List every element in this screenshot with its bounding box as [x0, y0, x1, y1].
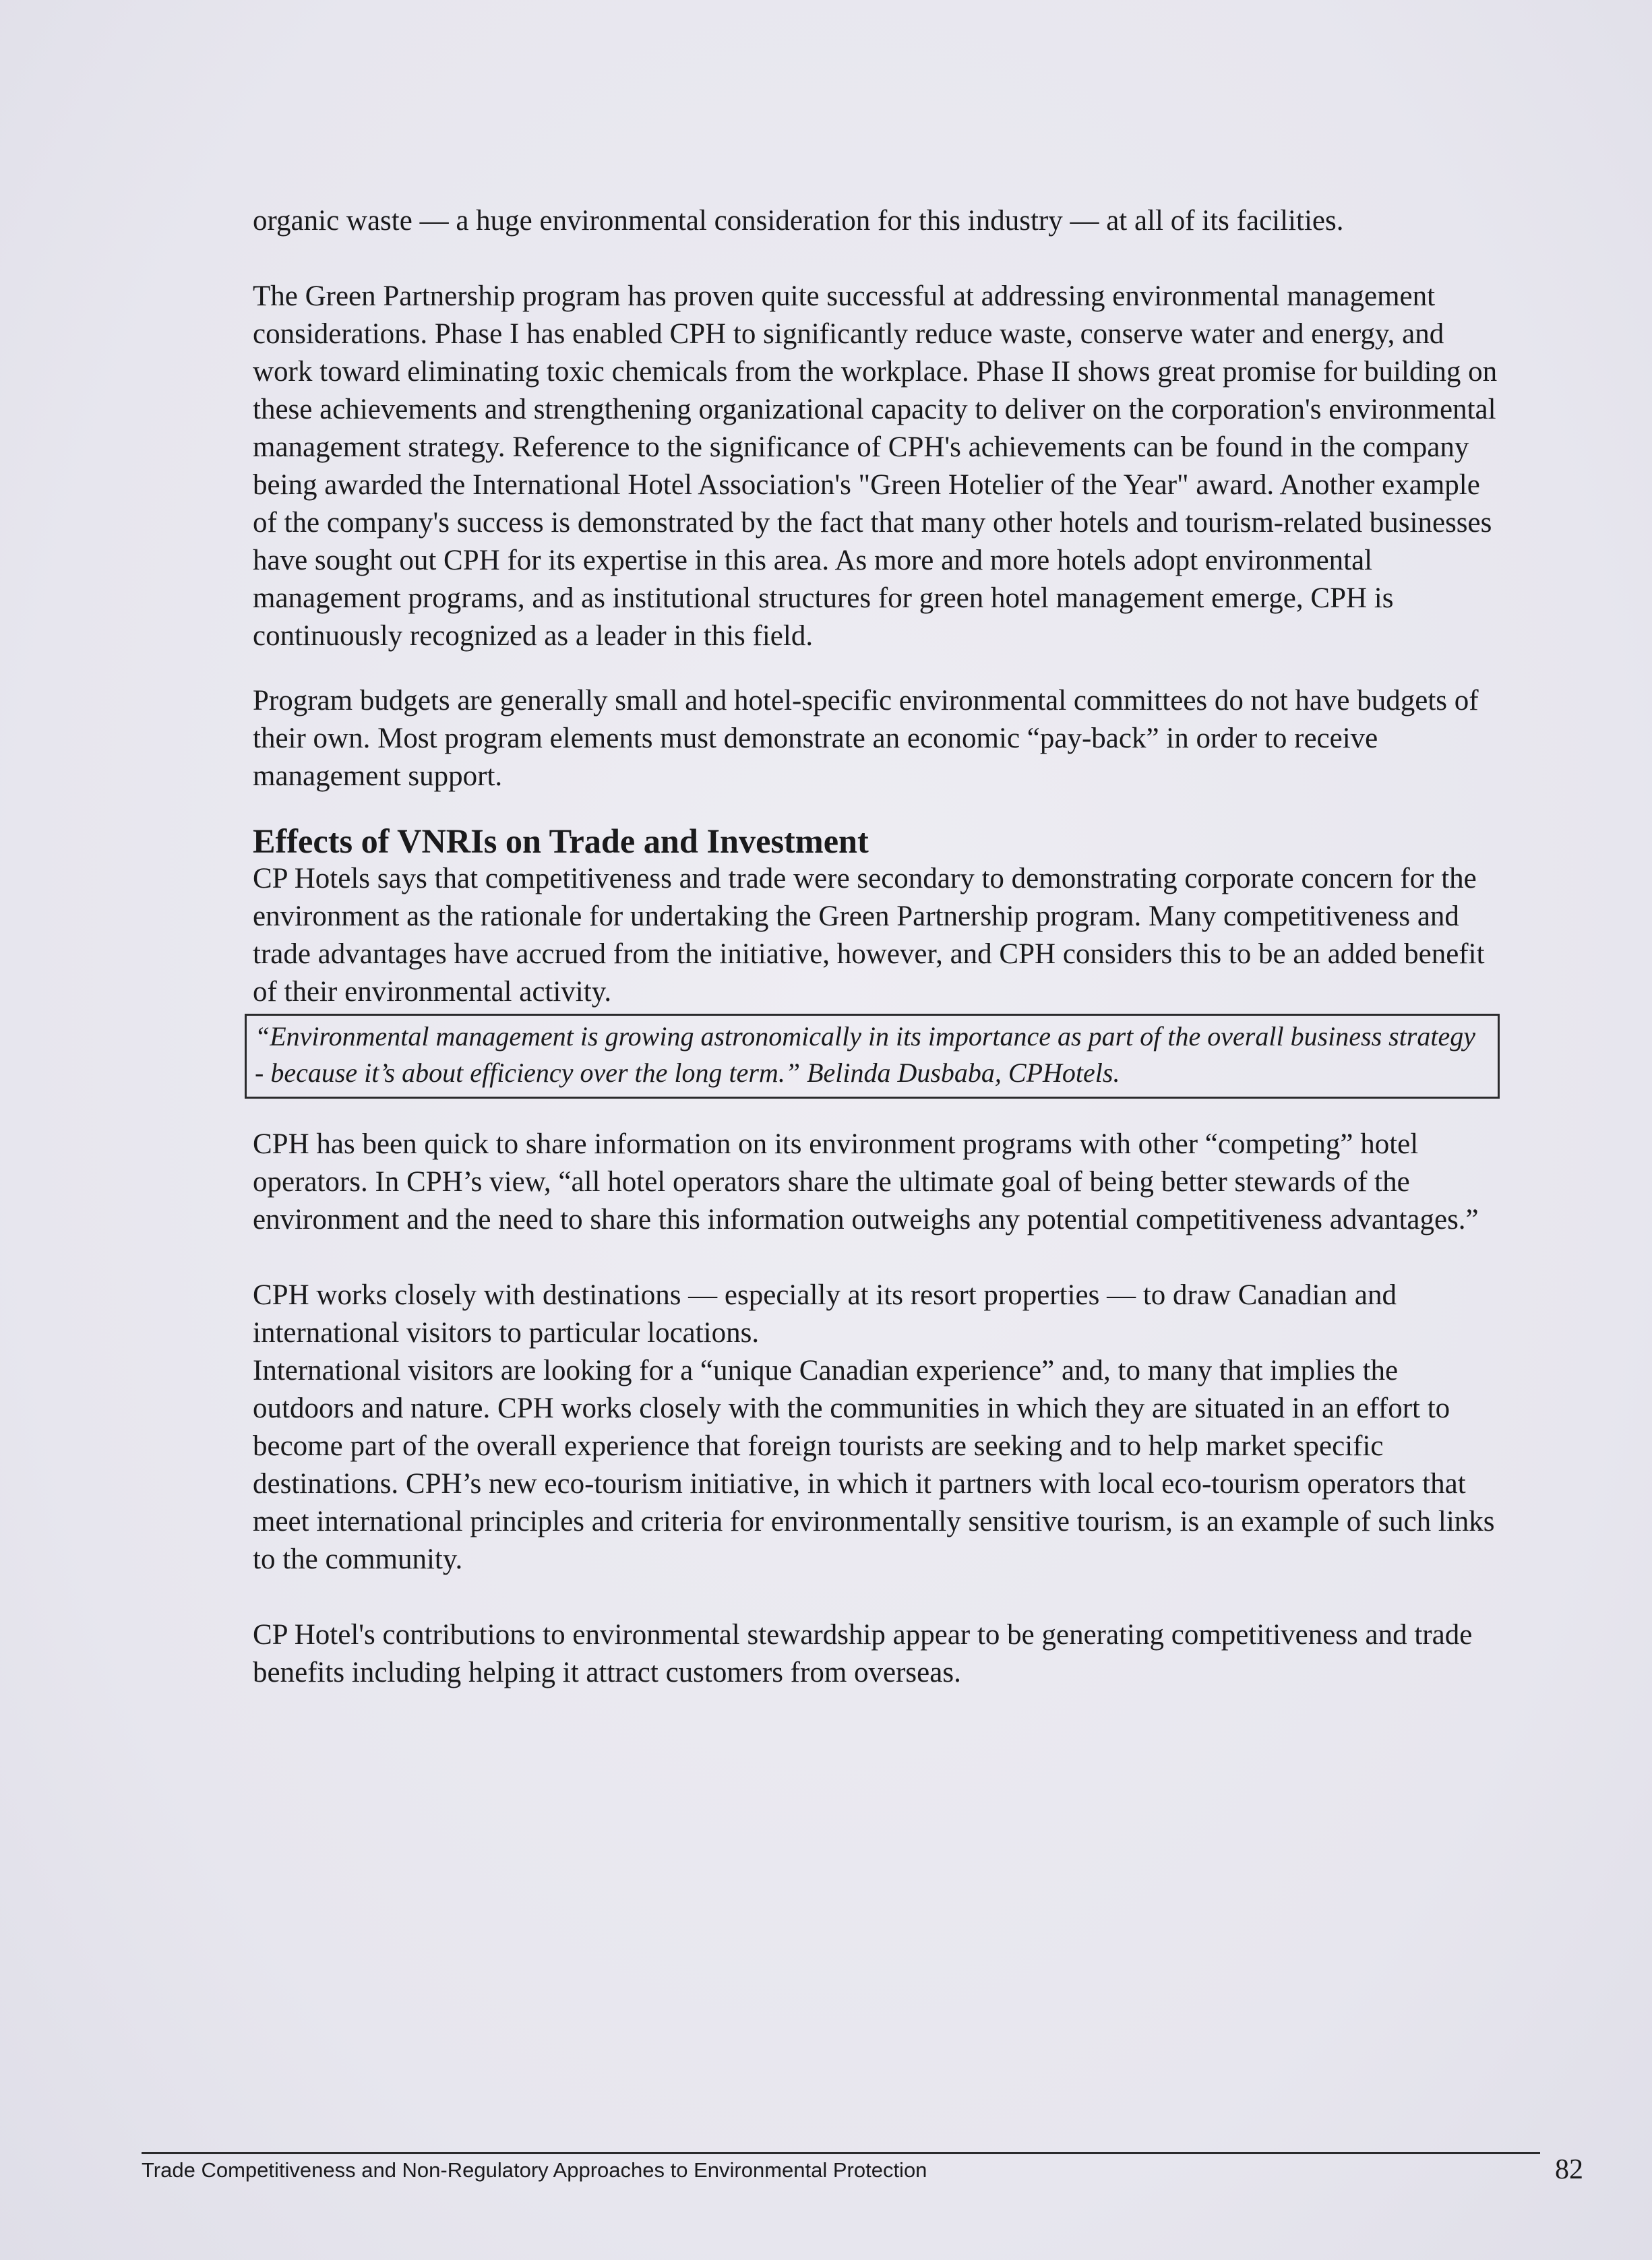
paragraph-conclusion: CP Hotel's contributions to environmental stewardship appear to be generating competitiveness and trade benefits including helping it attract customers from overseas. — [253, 1619, 1473, 1688]
paragraph-share: CPH has been quick to share information on its environment programs with other “competing” hotel operators. In CPH’s view, “all hotel operators share the ultimate goal of being better stewards of the environment and the need to share this information outweighs any potential competitiveness advantages.” — [253, 1128, 1479, 1235]
footer-rule — [142, 2152, 1540, 2154]
paragraph-international: International visitors are looking for a “unique Canadian experience” and, to many that implies the outdoors and nature. CPH works closely with the communities in which they are situated in an effort to become part of the overall experience that foreign tourists are seeking and to help market specific destinations. CPH’s new eco-tourism initiative, in which it partners with local eco-tourism operators that meet international principles and criteria for environmentally sensitive tourism, is an example of such links to the community. — [253, 1355, 1495, 1575]
footer-title: Trade Competitiveness and Non-Regulatory Approaches to Environmental Protection — [142, 2158, 927, 2182]
paragraph-green-partnership: The Green Partnership program has proven quite successful at addressing environmental management considerations. Phase I has enabled CPH to significantly reduce waste, conserve water and energy, and work toward eliminating toxic chemicals from the workplace. Phase II shows great promise for building on these achievements and strengthening organizational capacity to deliver on the corporation's environmental management strategy. Reference to the significance of CPH's achievements can be found in the company being awarded the International Hotel Association's "Green Hotelier of the Year" award. Another example of the company's success is demonstrated by the fact that many other hotels and tourism-related businesses have sought out CPH for its expertise in this area. As more and more hotels adopt environmental management programs, and as institutional structures for green hotel management emerge, CPH is continuously recognized as a leader in this field. — [253, 280, 1498, 652]
paragraph-effects: CP Hotels says that competitiveness and trade were secondary to demonstrating corporate concern for the environment as the rationale for undertaking the Green Partnership program. Many competitiveness and trade advantages have accrued from the initiative, however, and CPH considers this to be an added benefit of their environmental activity. — [253, 863, 1485, 1008]
quote-box — [245, 1014, 1500, 1099]
page-number: 82 — [1555, 2154, 1583, 2185]
section-heading-effects: Effects of VNRIs on Trade and Investment — [253, 822, 869, 860]
page-body — [253, 202, 1506, 1692]
quote-text: “Environmental management is growing astronomically in its importance as part of the overall business strategy - because it’s about efficiency over the long term.” Belinda Dusbaba, CPHotels. — [255, 1021, 1475, 1088]
paragraph-destinations: CPH works closely with destinations — especially at its resort properties — to draw Canadian and international visitors to particular locations. — [253, 1279, 1397, 1349]
paragraph-budgets: Program budgets are generally small and hotel-specific environmental committees do not have budgets of their own. Most program elements must demonstrate an economic “pay-back” in order to receive management support. — [253, 685, 1479, 792]
paragraph-intro: organic waste — a huge environmental consideration for this industry — at all of its facilities. — [253, 205, 1344, 237]
